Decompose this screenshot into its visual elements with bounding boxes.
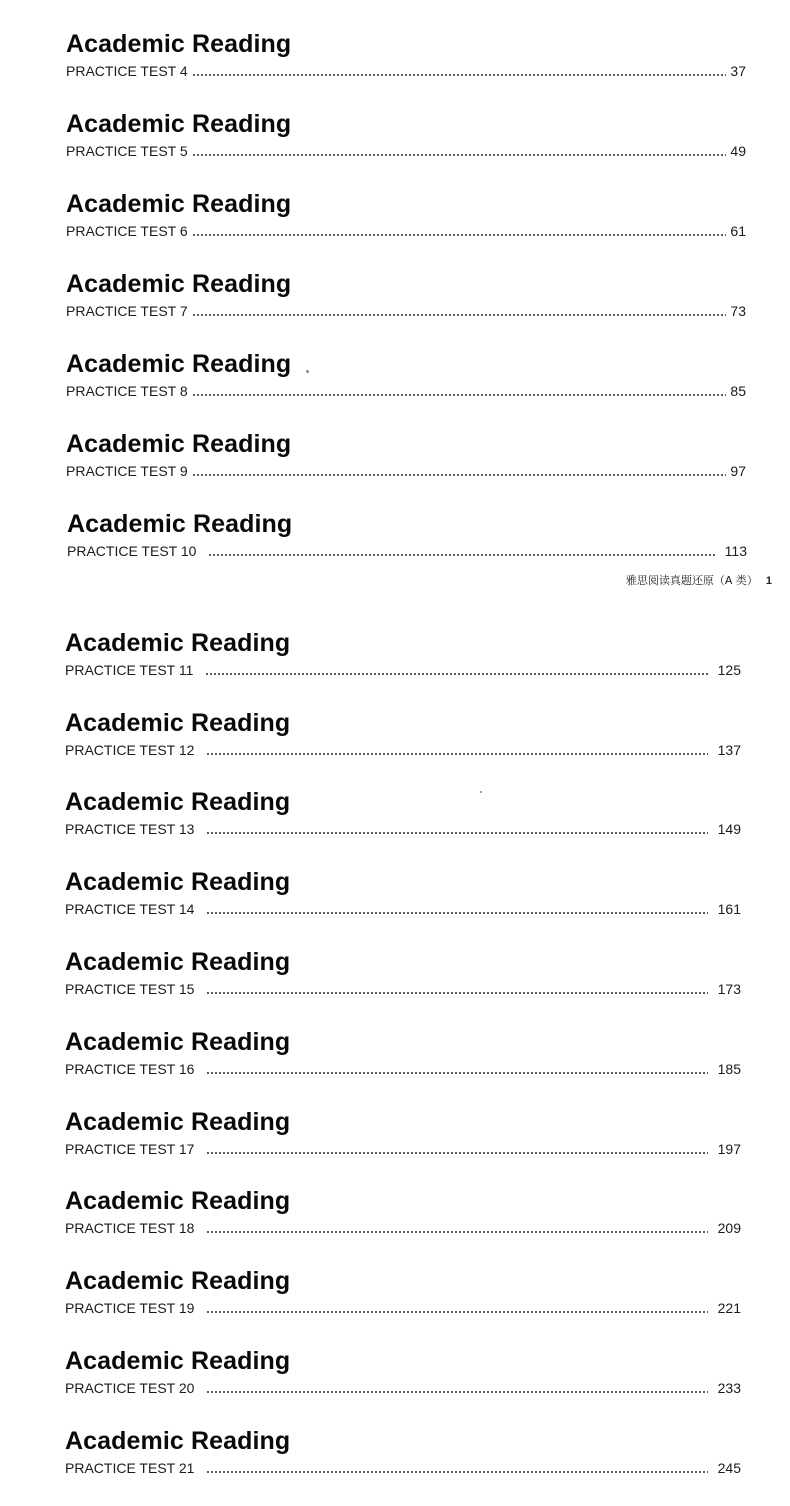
toc-entry-label: PRACTICE TEST 5	[66, 143, 188, 159]
toc-entry-heading: Academic Reading	[66, 270, 292, 298]
toc-entry-heading: Academic Reading	[66, 110, 292, 138]
toc-entry-test-6[interactable]	[0, 189, 790, 269]
toc-entry-heading: Academic Reading	[67, 510, 293, 538]
toc-entry-label: PRACTICE TEST 15	[65, 981, 195, 997]
dot-leader	[206, 753, 707, 755]
toc-entry-line	[65, 1218, 741, 1236]
toc-entry-test-5[interactable]	[0, 109, 790, 189]
toc-entry-line	[65, 819, 741, 837]
toc-entry-page-number: 161	[717, 901, 741, 917]
toc-entry-line	[66, 301, 746, 319]
toc-entry-heading: Academic Reading	[65, 868, 291, 896]
toc-entry-heading: Academic Reading	[65, 709, 291, 737]
dot-leader	[192, 474, 727, 476]
dot-leader	[206, 992, 707, 994]
toc-entry-page-number: 221	[717, 1300, 741, 1316]
toc-entry-line	[65, 740, 741, 758]
toc-entry-test-9[interactable]	[0, 429, 790, 509]
toc-entry-heading: Academic Reading	[65, 1267, 291, 1295]
toc-entry-label: PRACTICE TEST 8	[66, 383, 188, 399]
toc-entry-page-number: 113	[724, 543, 747, 559]
toc-entry-heading: Academic Reading	[66, 190, 292, 218]
toc-entry-label: PRACTICE TEST 21	[65, 1460, 195, 1476]
toc-entry-page-number: 125	[717, 662, 741, 678]
toc-entry-page-number: 185	[717, 1061, 741, 1077]
toc-entry-test-14[interactable]	[0, 867, 790, 947]
dot-leader	[206, 1231, 707, 1233]
toc-entry-test-21[interactable]	[0, 1426, 790, 1506]
toc-entry-test-15[interactable]	[0, 947, 790, 1027]
toc-entry-page-number: 149	[717, 821, 741, 837]
toc-entry-test-18[interactable]	[0, 1186, 790, 1266]
dot-leader	[208, 554, 714, 556]
toc-entry-page-number: 209	[717, 1220, 741, 1236]
toc-entry-heading: Academic Reading	[65, 1028, 291, 1056]
toc-entry-heading: Academic Reading	[66, 350, 292, 378]
toc-entry-line	[66, 141, 746, 159]
dot-leader	[206, 912, 707, 914]
dot-leader	[192, 314, 727, 316]
toc-entry-test-7[interactable]	[0, 269, 790, 349]
toc-entry-page-number: 61	[730, 223, 746, 239]
toc-entry-page-number: 197	[717, 1141, 741, 1157]
toc-entry-heading: Academic Reading	[65, 948, 291, 976]
toc-entry-line	[67, 541, 747, 559]
dot-leader	[206, 1072, 707, 1074]
toc-entry-heading: Academic Reading	[65, 1427, 291, 1455]
toc-entry-page-number: 97	[730, 463, 746, 479]
scan-speck	[306, 370, 309, 373]
toc-entry-line	[66, 61, 746, 79]
dot-leader	[206, 1311, 707, 1313]
dot-leader	[192, 154, 727, 156]
footer-book-title: 雅思阅读真题还原（A 类）	[625, 574, 758, 587]
toc-entry-line	[65, 660, 741, 678]
toc-entry-heading: Academic Reading	[65, 1108, 291, 1136]
toc-entry-line	[65, 1059, 741, 1077]
toc-entry-label: PRACTICE TEST 17	[65, 1141, 195, 1157]
toc-entry-label: PRACTICE TEST 19	[65, 1300, 195, 1316]
toc-entry-heading: Academic Reading	[65, 629, 291, 657]
toc-entry-line	[65, 1139, 741, 1157]
toc-entry-line	[65, 1378, 741, 1396]
toc-entry-test-8[interactable]	[0, 349, 790, 429]
toc-entry-test-12[interactable]	[0, 708, 790, 788]
dot-leader	[205, 673, 707, 675]
toc-entry-heading: Academic Reading	[66, 30, 292, 58]
toc-entry-page-number: 73	[730, 303, 746, 319]
toc-entry-test-19[interactable]	[0, 1266, 790, 1346]
toc-entry-line	[65, 899, 741, 917]
toc-entry-label: PRACTICE TEST 11	[65, 662, 194, 678]
dot-leader	[206, 832, 707, 834]
toc-entry-line	[65, 979, 741, 997]
toc-entry-page-number: 233	[717, 1380, 741, 1396]
toc-entry-line	[66, 461, 746, 479]
toc-entry-line	[65, 1458, 741, 1476]
scan-speck	[480, 791, 482, 793]
dot-leader	[206, 1471, 707, 1473]
dot-leader	[192, 74, 727, 76]
toc-entry-label: PRACTICE TEST 12	[65, 742, 195, 758]
toc-entry-page-number: 173	[717, 981, 741, 997]
toc-entry-heading: Academic Reading	[65, 788, 291, 816]
toc-entry-test-20[interactable]	[0, 1346, 790, 1426]
toc-entry-heading: Academic Reading	[65, 1187, 291, 1215]
toc-entry-label: PRACTICE TEST 6	[66, 223, 188, 239]
toc-entry-test-4[interactable]	[0, 29, 790, 109]
toc-entry-label: PRACTICE TEST 4	[66, 63, 188, 79]
dot-leader	[192, 234, 727, 236]
toc-entry-line	[66, 381, 746, 399]
toc-entry-test-17[interactable]	[0, 1107, 790, 1187]
toc-entry-label: PRACTICE TEST 7	[66, 303, 188, 319]
toc-entry-label: PRACTICE TEST 16	[65, 1061, 195, 1077]
toc-entry-label: PRACTICE TEST 10	[67, 543, 197, 559]
toc-entry-label: PRACTICE TEST 18	[65, 1220, 195, 1236]
toc-entry-label: PRACTICE TEST 14	[65, 901, 195, 917]
toc-entry-test-16[interactable]	[0, 1027, 790, 1107]
dot-leader	[206, 1391, 707, 1393]
toc-entry-line	[65, 1298, 741, 1316]
toc-entry-label: PRACTICE TEST 20	[65, 1380, 195, 1396]
toc-entry-page-number: 137	[717, 742, 741, 758]
dot-leader	[206, 1152, 707, 1154]
dot-leader	[192, 394, 727, 396]
toc-entry-page-number: 49	[730, 143, 746, 159]
page-footer	[626, 574, 772, 588]
toc-entry-test-11[interactable]	[0, 628, 790, 708]
toc-entry-label: PRACTICE TEST 9	[66, 463, 188, 479]
toc-entry-page-number: 85	[730, 383, 746, 399]
toc-entry-label: PRACTICE TEST 13	[65, 821, 195, 837]
toc-entry-test-13[interactable]	[0, 787, 790, 867]
toc-entry-page-number: 37	[730, 63, 746, 79]
footer-page-number: 1	[765, 575, 772, 587]
toc-entry-heading: Academic Reading	[65, 1347, 291, 1375]
toc-entry-line	[66, 221, 746, 239]
toc-entry-heading: Academic Reading	[66, 430, 292, 458]
toc-entry-page-number: 245	[717, 1460, 741, 1476]
